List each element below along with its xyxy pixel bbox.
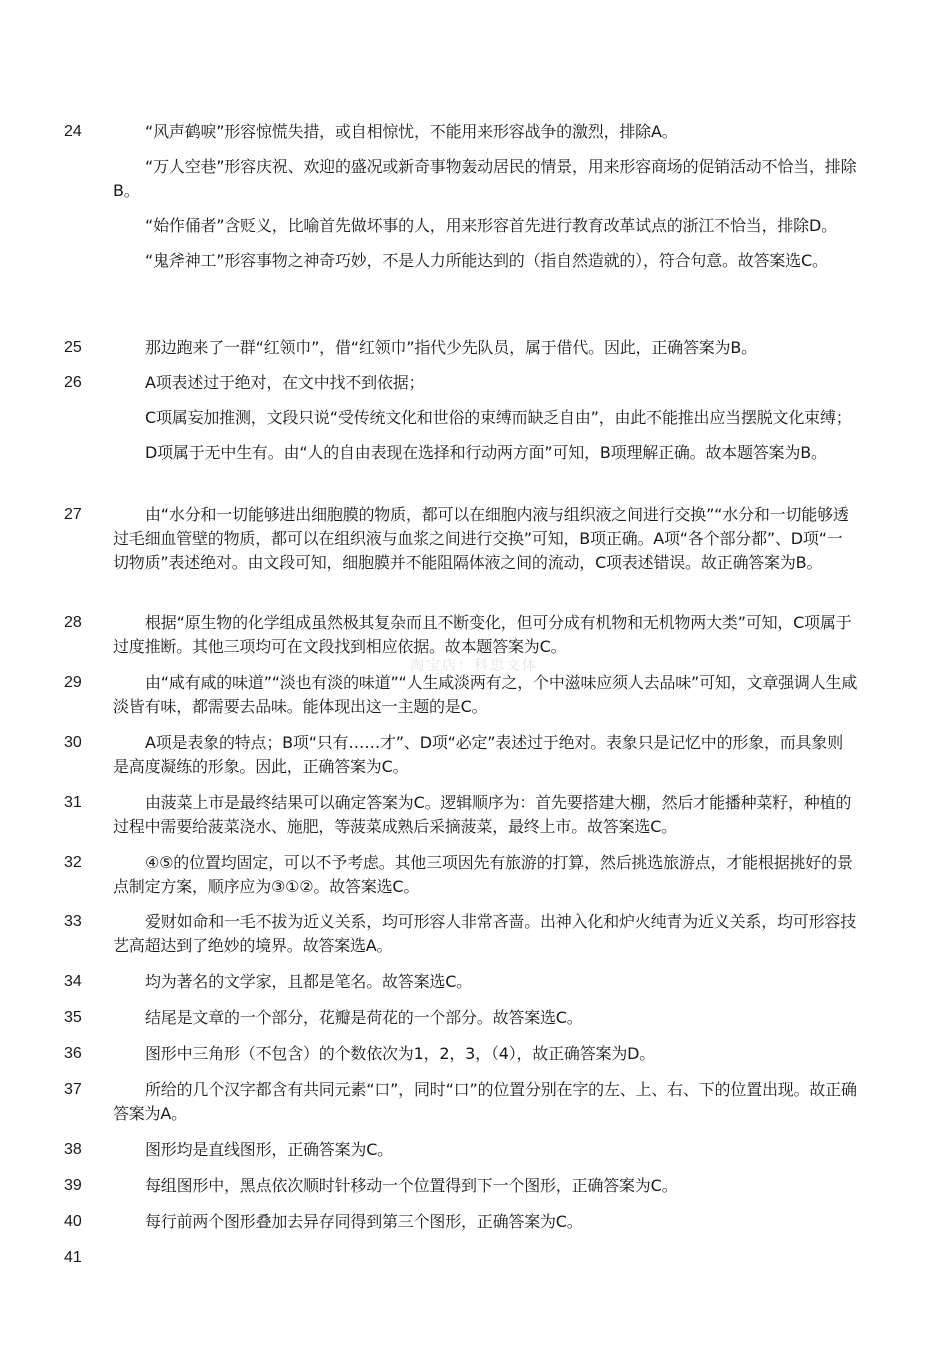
explanation-paragraph: 由“咸有咸的味道”“淡也有淡的味道”“人生咸淡两有之，个中滋味应须人去品味”可知，文章强调人生咸淡皆有味，都需要去品味。能体现出这一主题的是C。 <box>113 673 858 716</box>
question-number: 29 <box>64 674 82 691</box>
question-number: 27 <box>64 506 82 523</box>
question-number: 33 <box>64 913 82 930</box>
explanation-paragraph: “鬼斧神工”形容事物之神奇巧妙，不是人力所能达到的（指自然造就的），符合句意。故答案选C。 <box>145 251 828 270</box>
explanation-paragraph: 结尾是文章的一个部分，花瓣是荷花的一个部分。故答案选C。 <box>145 1008 583 1027</box>
answer-entry <box>0 1174 950 1198</box>
answer-entry <box>0 671 950 719</box>
explanation-paragraph: 每行前两个图形叠加去异存同得到第三个图形，正确答案为C。 <box>145 1212 583 1231</box>
question-number: 39 <box>64 1177 82 1194</box>
answer-entry <box>0 970 950 994</box>
answer-entry <box>0 910 950 958</box>
watermark: 淘宝店：科思文体 <box>410 658 538 674</box>
explanation-paragraph: 爱财如命和一毛不拔为近义关系，均可形容人非常吝啬。出神入化和炉火纯青为近义关系，均可形容技艺高超达到了绝妙的境界。故答案选A。 <box>113 912 857 955</box>
explanation-paragraph: 所给的几个汉字都含有共同元素“口”，同时“口”的位置分别在字的左、上、右、下的位置出现。故正确答案为A。 <box>113 1080 857 1123</box>
answer-entry <box>0 336 950 360</box>
question-number: 41 <box>64 1249 82 1266</box>
answer-entry <box>0 503 950 575</box>
question-number: 24 <box>64 123 82 140</box>
explanation-paragraph: 由“水分和一切能够进出细胞膜的物质，都可以在细胞内液与组织液之间进行交换”“水分和一切能够透过毛细血管壁的物质，都可以在组织液与血浆之间进行交换”可知，B项正确。A项“各个部分都”、D项“一切物质”表述绝对。由文段可知，细胞膜并不能阻隔体液之间的流动，C项表述错误。故正确答案为B。 <box>113 505 849 572</box>
answer-entry <box>0 851 950 899</box>
explanation-paragraph: “始作俑者”含贬义，比喻首先做坏事的人，用来形容首先进行教育改革试点的浙江不恰当，排除D。 <box>145 216 837 235</box>
question-number: 35 <box>64 1009 82 1026</box>
answer-entry <box>0 1078 950 1126</box>
explanation-paragraph: 根据“原生物的化学组成虽然极其复杂而且不断变化，但可分成有机物和无机物两大类”可知，C项属于过度推断。其他三项均可在文段找到相应依据。故本题答案为C。 <box>113 613 852 656</box>
explanation-paragraph: 均为著名的文学家，且都是笔名。故答案选C。 <box>145 972 472 991</box>
question-number: 30 <box>64 734 82 751</box>
answer-entry <box>0 1042 950 1066</box>
answer-entry <box>0 731 950 779</box>
answer-entry <box>0 371 950 465</box>
explanation-paragraph: C项属妄加推测，文段只说“受传统文化和世俗的束缚而缺乏自由”，由此不能推出应当摆脱文化束缚； <box>145 408 852 427</box>
answer-entry <box>0 120 950 273</box>
question-number: 36 <box>64 1045 82 1062</box>
explanation-paragraph: A项是表象的特点；B项“只有……才”、D项“必定”表述过于绝对。表象只是记忆中的形象，而具象则是高度凝练的形象。因此，正确答案为C。 <box>113 733 843 776</box>
question-number: 40 <box>64 1213 82 1230</box>
explanation-paragraph: 由菠菜上市是最终结果可以确定答案为C。逻辑顺序为：首先要搭建大棚，然后才能播种菜籽，种植的过程中需要给菠菜浇水、施肥，等菠菜成熟后采摘菠菜，最终上市。故答案选C。 <box>113 793 852 836</box>
explanation-paragraph: ④⑤的位置均固定，可以不予考虑。其他三项因先有旅游的打算，然后挑选旅游点，才能根据挑好的景点制定方案，顺序应为③①②。故答案选C。 <box>113 853 853 896</box>
explanation-paragraph: 图形中三角形（不包含）的个数依次为1，2，3，（4），故正确答案为D。 <box>145 1044 656 1063</box>
question-number: 28 <box>64 614 82 631</box>
explanation-paragraph: 每组图形中，黑点依次顺时针移动一个位置得到下一个图形，正确答案为C。 <box>145 1176 678 1195</box>
explanation-paragraph: 图形均是直线图形，正确答案为C。 <box>145 1140 393 1159</box>
question-number: 38 <box>64 1141 82 1158</box>
explanation-paragraph: D项属于无中生有。由“人的自由表现在选择和行动两方面”可知，B项理解正确。故本题答案为B。 <box>145 443 827 462</box>
question-number: 31 <box>64 794 82 811</box>
answer-entry <box>0 611 950 659</box>
explanation-paragraph: “风声鹤唳”形容惊慌失措，或自相惊忧，不能用来形容战争的激烈，排除A。 <box>145 122 678 141</box>
answer-entry <box>0 791 950 839</box>
question-number: 32 <box>64 854 82 871</box>
explanation-paragraph: 那边跑来了一群“红领巾”，借“红领巾”指代少先队员，属于借代。因此，正确答案为B。 <box>145 338 757 357</box>
question-number: 26 <box>64 374 82 391</box>
question-number: 37 <box>64 1081 82 1098</box>
answer-entry <box>0 1138 950 1162</box>
answer-entry <box>0 1006 950 1030</box>
explanation-paragraph: “万人空巷”形容庆祝、欢迎的盛况或新奇事物轰动居民的情景，用来形容商场的促销活动不恰当，排除B。 <box>113 157 857 200</box>
question-number: 25 <box>64 339 82 356</box>
explanation-paragraph: A项表述过于绝对，在文中找不到依据； <box>145 373 425 392</box>
answer-entry <box>0 1210 950 1234</box>
question-number: 34 <box>64 973 82 990</box>
